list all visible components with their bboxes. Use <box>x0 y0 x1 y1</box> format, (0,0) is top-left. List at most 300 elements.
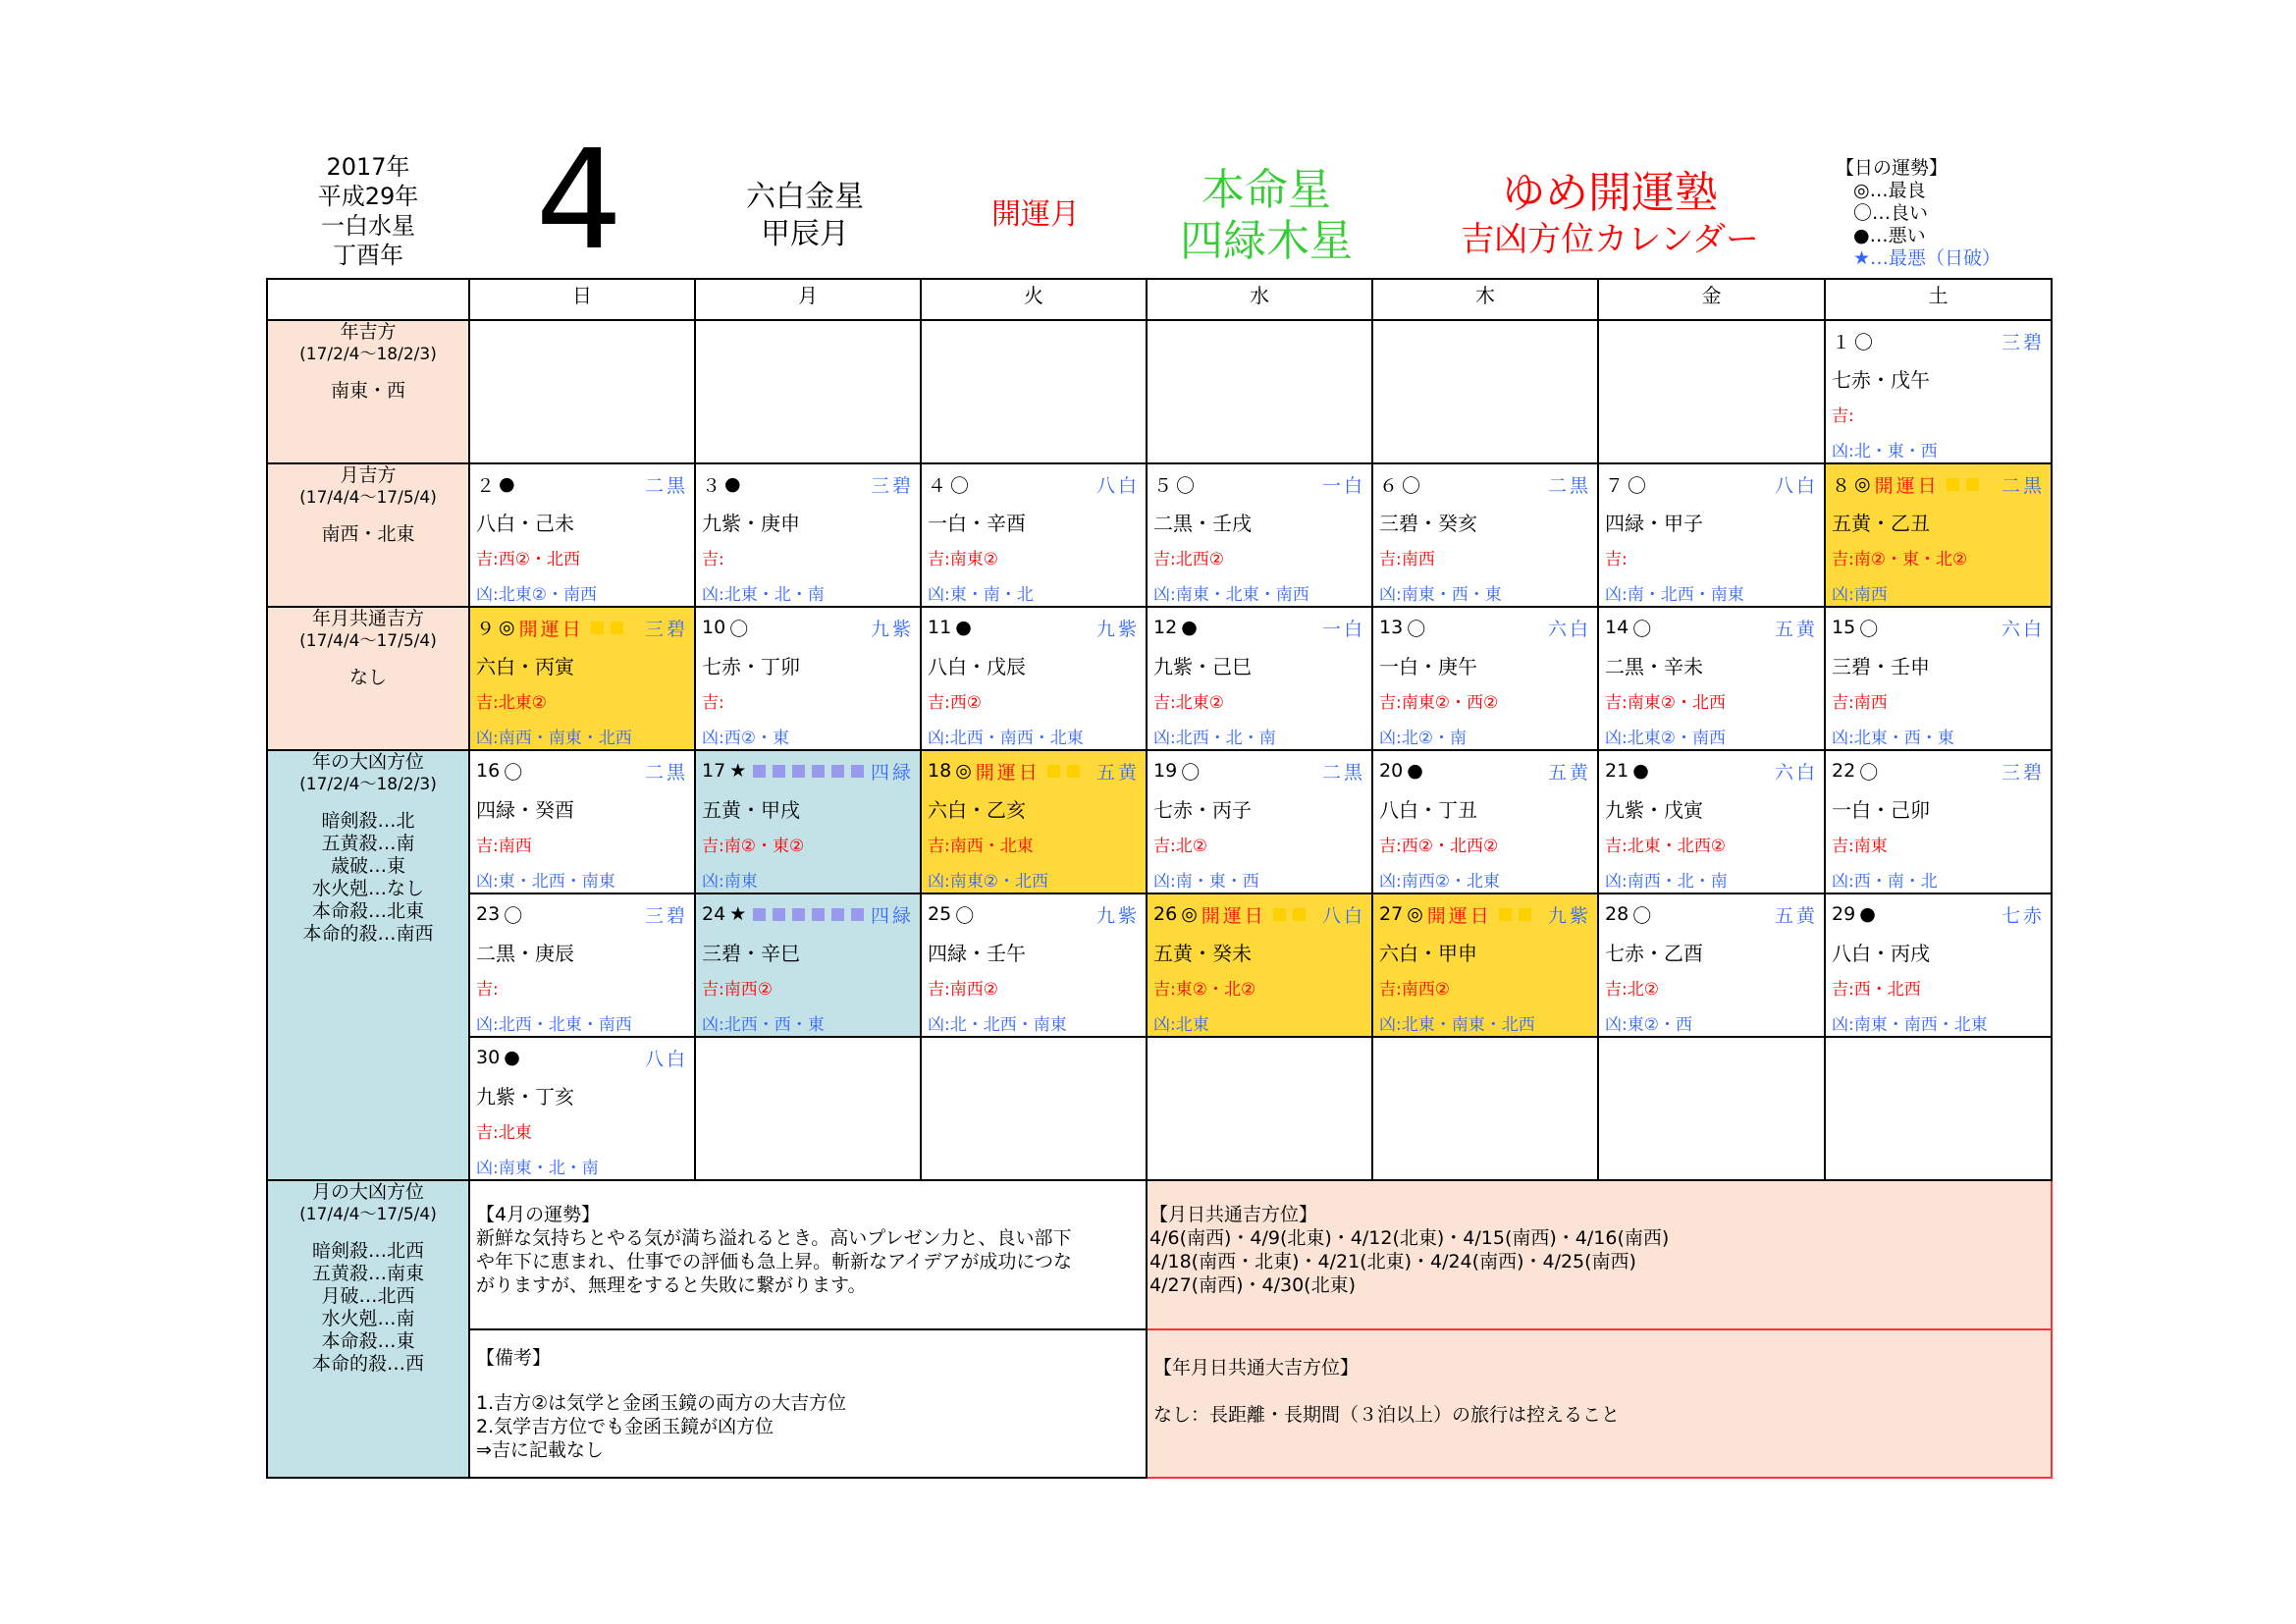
common-good-direction <box>267 607 469 750</box>
day-good-direction: 吉: <box>1605 550 1628 569</box>
year-bad-range: (17/2/4～18/2/3) <box>299 775 437 794</box>
fortune-mark-icon: 〇 <box>1854 331 1874 353</box>
week-row <box>267 893 2052 1037</box>
day-header <box>476 471 688 497</box>
day-number: 30 <box>476 1047 501 1068</box>
notes-row <box>267 1180 2052 1329</box>
day-good-direction: 吉:北② <box>1605 980 1659 1000</box>
day-star: 六白 <box>2001 618 2045 640</box>
month-star-name: 六白金星 <box>746 180 864 214</box>
day-good-direction: 吉:南東 <box>1832 837 1888 856</box>
month-kanshi: 甲辰月 <box>761 217 849 251</box>
month-fortune-title: 【4月の運勢】 <box>476 1204 601 1225</box>
day-number: 15 <box>1832 617 1856 638</box>
day-star: 二黒 <box>1547 474 1591 497</box>
day-cell[interactable] <box>469 607 695 750</box>
day-kanshi: 一白・庚午 <box>1379 655 1477 678</box>
day-number: ６ <box>1379 474 1399 497</box>
common-good-title: 年月共通吉方 <box>311 608 424 629</box>
day-good-direction: 吉:南②・東・北② <box>1832 550 1968 569</box>
day-bad-direction: 凶:南東・北東・南西 <box>1153 585 1309 605</box>
weekday-wed: 水 <box>1147 279 1372 320</box>
day-kanshi: 九紫・己巳 <box>1153 655 1252 678</box>
weekday-sun: 日 <box>469 279 695 320</box>
empty-day <box>921 320 1147 463</box>
day-cell[interactable] <box>1598 750 1825 893</box>
day-bad-direction: 凶:南西・北・南 <box>1605 872 1728 892</box>
week-row <box>267 320 2052 463</box>
day-star: 三碧 <box>644 618 688 640</box>
kaiun-square-icon <box>1947 478 1959 491</box>
legend-item-best: ◎…最良 <box>1853 180 1926 201</box>
remarks-box <box>469 1329 1147 1478</box>
year-bad-item: 本命的殺…南西 <box>302 923 434 945</box>
day-cell[interactable] <box>1147 893 1372 1037</box>
day-bad-direction: 凶:南西・南東・北西 <box>476 729 632 748</box>
day-cell[interactable] <box>1147 463 1372 607</box>
kaiun-day-label: 開運日 <box>518 618 584 640</box>
day-good-direction: 吉:南西 <box>476 837 532 856</box>
day-good-direction: 吉:南②・東② <box>702 837 805 856</box>
day-kanshi: 七赤・戊午 <box>1832 368 1930 392</box>
day-number: １ <box>1832 331 1851 353</box>
fortune-mark-icon: 〇 <box>1632 618 1652 640</box>
day-number: 19 <box>1153 760 1178 782</box>
day-cell[interactable] <box>1825 750 2052 893</box>
day-cell[interactable] <box>1372 463 1598 607</box>
day-cell[interactable] <box>1825 463 2052 607</box>
day-kanshi: 二黒・辛未 <box>1605 655 1703 678</box>
day-number: 27 <box>1379 903 1404 925</box>
empty-day <box>1147 320 1372 463</box>
day-kanshi: 七赤・丁卯 <box>702 655 800 678</box>
corner-cell <box>267 279 469 320</box>
day-kanshi: 五黄・甲戌 <box>702 798 800 822</box>
day-number: 20 <box>1379 760 1404 782</box>
kaiun-square-icon <box>1966 478 1979 491</box>
day-number: ９ <box>476 618 496 640</box>
day-good-direction: 吉:西・北西 <box>1832 980 1921 1000</box>
year-good-range: (17/2/4～18/2/3) <box>299 345 437 364</box>
day-cell[interactable] <box>1825 893 2052 1037</box>
day-header <box>476 1045 688 1070</box>
day-header <box>1379 471 1591 497</box>
day-cell[interactable] <box>469 893 695 1037</box>
month-fortune-box <box>469 1180 1147 1329</box>
day-cell[interactable] <box>1372 607 1598 750</box>
day-star: 一白 <box>1321 474 1365 497</box>
fortune-mark-icon: ● <box>1181 617 1198 638</box>
fortune-mark-icon: ★ <box>729 760 747 782</box>
day-cell[interactable] <box>1825 607 2052 750</box>
day-kanshi: 一白・辛酉 <box>928 512 1026 535</box>
day-good-direction: 吉:南西② <box>928 980 998 1000</box>
fortune-mark-icon: ● <box>1632 760 1649 782</box>
day-bad-direction: 凶:北②・南 <box>1379 729 1467 748</box>
day-good-direction: 吉:東②・北② <box>1153 980 1256 1000</box>
fortune-mark-icon: 〇 <box>729 618 749 640</box>
nippa-square-icon <box>773 908 785 921</box>
fortune-mark-icon: 〇 <box>504 904 523 927</box>
day-header <box>1379 901 1591 927</box>
day-header <box>1832 901 2045 927</box>
day-good-direction: 吉:北西② <box>1153 550 1224 569</box>
day-cell[interactable] <box>469 1037 695 1180</box>
day-good-direction: 吉:南東②・北西 <box>1605 693 1726 713</box>
day-star: 九紫 <box>1547 904 1591 927</box>
day-bad-direction: 凶:北・東・西 <box>1832 442 1938 461</box>
day-cell[interactable] <box>469 463 695 607</box>
day-bad-direction: 凶:北東・北・南 <box>702 585 825 605</box>
day-star: 九紫 <box>1095 618 1140 640</box>
day-cell[interactable] <box>921 463 1147 607</box>
day-star: 一白 <box>1321 618 1365 640</box>
day-header <box>476 758 688 784</box>
day-bad-direction: 凶:南東②・北西 <box>928 872 1048 892</box>
day-bad-direction: 凶:南・東・西 <box>1153 872 1259 892</box>
day-number: 16 <box>476 760 501 782</box>
nippa-square-icon <box>812 908 825 921</box>
day-star: 八白 <box>644 1048 688 1070</box>
fortune-mark-icon: 〇 <box>1407 618 1426 640</box>
legend-title: 【日の運勢】 <box>1836 157 1949 179</box>
month-bad-range: (17/4/4～17/5/4) <box>299 1205 437 1224</box>
day-kanshi: 八白・丙戌 <box>1832 942 1930 965</box>
day-bad-direction: 凶:南西②・北東 <box>1379 872 1500 892</box>
week-row <box>267 750 2052 893</box>
month-bad-direction <box>267 1180 469 1478</box>
day-good-direction: 吉: <box>1832 406 1854 426</box>
day-star: 五黄 <box>1774 904 1818 927</box>
day-header <box>1153 615 1365 640</box>
great-direction-box <box>1147 1329 2052 1478</box>
day-number: 22 <box>1832 760 1856 782</box>
fortune-mark-icon: ● <box>499 473 515 495</box>
day-header <box>1832 328 2045 353</box>
day-kanshi: 五黄・癸未 <box>1153 942 1252 965</box>
nippa-square-icon <box>773 765 785 778</box>
day-bad-direction: 凶:南東・北・南 <box>476 1159 599 1178</box>
calendar-table <box>266 278 2053 1479</box>
month-bad-item: 本命的殺…西 <box>311 1353 424 1375</box>
day-cell[interactable] <box>1147 750 1372 893</box>
year-good-value: 南東・西 <box>330 380 405 402</box>
day-star: 三碧 <box>2001 331 2045 353</box>
nippa-square-icon <box>851 908 864 921</box>
empty-day <box>469 320 695 463</box>
empty-day <box>695 320 921 463</box>
day-header <box>1153 901 1365 927</box>
kaiun-square-icon <box>591 622 604 634</box>
day-kanshi: 九紫・庚申 <box>702 512 800 535</box>
day-kanshi: 七赤・乙酉 <box>1605 942 1703 965</box>
day-number: 29 <box>1832 903 1856 925</box>
day-cell[interactable] <box>1598 463 1825 607</box>
day-header <box>1379 758 1591 784</box>
weekday-thu: 木 <box>1372 279 1598 320</box>
day-cell[interactable] <box>469 750 695 893</box>
empty-day <box>1598 1037 1825 1180</box>
day-header <box>1605 758 1818 784</box>
day-bad-direction: 凶:西②・東 <box>702 729 789 748</box>
day-header <box>702 471 914 497</box>
year-bad-item: 本命殺…北東 <box>311 900 424 922</box>
day-good-direction: 吉:南東②・西② <box>1379 693 1499 713</box>
day-header <box>1832 615 2045 640</box>
school-name: ゆめ開運塾 <box>1502 168 1718 218</box>
day-cell[interactable] <box>695 463 921 607</box>
day-kanshi: 二黒・壬戌 <box>1153 512 1252 535</box>
fortune-mark-icon: ◎ <box>499 617 515 638</box>
day-star: 七赤 <box>2001 904 2045 927</box>
day-bad-direction: 凶:南東・西・東 <box>1379 585 1502 605</box>
day-kanshi: 二黒・庚辰 <box>476 942 574 965</box>
fortune-mark-icon: ◎ <box>1181 903 1198 925</box>
day-good-direction: 吉: <box>702 693 724 713</box>
year-bad-item: 暗剣殺…北 <box>321 810 415 832</box>
day-good-direction: 吉:西②・北西 <box>476 550 580 569</box>
year-bad-item: 歳破…東 <box>330 855 405 877</box>
weekday-mon: 月 <box>695 279 921 320</box>
day-number: 11 <box>928 617 952 638</box>
fortune-mark-icon: ● <box>1407 760 1423 782</box>
day-number: ７ <box>1605 474 1625 497</box>
day-good-direction: 吉:南東② <box>928 550 998 569</box>
day-bad-direction: 凶:北東・南東・北西 <box>1379 1015 1535 1035</box>
month-bad-item: 本命殺…東 <box>321 1330 415 1352</box>
honmei-value: 四緑木星 <box>1180 216 1353 266</box>
day-number: 23 <box>476 903 501 925</box>
day-header <box>1153 758 1365 784</box>
kaiun-square-icon <box>1047 765 1060 778</box>
weekday-tue: 火 <box>921 279 1147 320</box>
year-good-direction <box>267 320 469 463</box>
day-star: 六白 <box>1547 618 1591 640</box>
day-star: 四緑 <box>870 761 914 784</box>
day-kanshi: 九紫・丁亥 <box>476 1085 574 1109</box>
honmei-star <box>1139 165 1394 267</box>
day-number: 21 <box>1605 760 1629 782</box>
day-header <box>1605 615 1818 640</box>
common-day-box <box>1147 1180 2052 1329</box>
day-cell[interactable] <box>1372 893 1598 1037</box>
day-good-direction: 吉:南西② <box>702 980 773 1000</box>
year-info <box>294 152 442 270</box>
day-bad-direction: 凶:北東・西・東 <box>1832 729 1954 748</box>
day-number: 28 <box>1605 903 1629 925</box>
day-number: ３ <box>702 474 721 497</box>
month-bad-item: 水火剋…南 <box>321 1308 415 1329</box>
day-number: 24 <box>702 903 726 925</box>
remarks-title: 【備考】 <box>476 1347 552 1369</box>
day-star: 五黄 <box>1095 761 1140 784</box>
day-good-direction: 吉:南西 <box>1832 693 1888 713</box>
day-good-direction: 吉:南西・北東 <box>928 837 1034 856</box>
day-bad-direction: 凶:北・北西・南東 <box>928 1015 1067 1035</box>
weekday-header-row <box>267 279 2052 320</box>
remarks-line: ⇒吉に記載なし <box>476 1439 604 1461</box>
day-number: 26 <box>1153 903 1178 925</box>
day-bad-direction: 凶:北東②・南西 <box>476 585 597 605</box>
day-number: 13 <box>1379 617 1404 638</box>
day-number: ５ <box>1153 474 1173 497</box>
day-kanshi: 四緑・癸酉 <box>476 798 574 822</box>
fortune-mark-icon: ◎ <box>1407 903 1423 925</box>
remarks-line: 1.吉方②は気学と金函玉鏡の両方の大吉方位 <box>476 1392 847 1414</box>
fortune-mark-icon: 〇 <box>1859 761 1879 784</box>
common-day-title: 【月日共通吉方位】 <box>1149 1204 1318 1225</box>
year-star: 一白水星 <box>321 212 415 240</box>
day-good-direction: 吉:北東② <box>476 693 547 713</box>
month-bad-item: 月破…北西 <box>321 1285 415 1307</box>
day-good-direction: 吉:西② <box>928 693 982 713</box>
honmei-label: 本命星 <box>1201 165 1331 215</box>
fortune-mark-icon: 〇 <box>1181 761 1201 784</box>
month-star <box>717 179 893 253</box>
day-bad-direction: 凶:北東②・南西 <box>1605 729 1726 748</box>
nippa-square-icon <box>753 908 766 921</box>
legend <box>1836 157 2032 270</box>
kaiun-day-label: 開運日 <box>975 761 1041 784</box>
day-star: 二黒 <box>644 474 688 497</box>
year-bad-item: 五黄殺…南 <box>321 833 415 854</box>
day-cell[interactable] <box>695 750 921 893</box>
year-kanshi: 丁酉年 <box>333 242 403 269</box>
month-fortune-line: や年下に恵まれ、仕事での評価も急上昇。斬新なアイデアが成功につな <box>476 1251 1073 1272</box>
day-cell[interactable] <box>1825 320 2052 463</box>
day-cell[interactable] <box>695 893 921 1037</box>
kaiun-month-label: 開運月 <box>991 197 1080 232</box>
fortune-mark-icon: 〇 <box>1859 618 1879 640</box>
common-good-value: なし <box>348 667 387 688</box>
day-cell[interactable] <box>1598 893 1825 1037</box>
fortune-mark-icon: ◎ <box>955 760 972 782</box>
day-kanshi: 八白・己未 <box>476 512 574 535</box>
school-title <box>1414 167 1806 259</box>
day-star: 五黄 <box>1547 761 1591 784</box>
day-star: 三碧 <box>2001 761 2045 784</box>
fortune-mark-icon: 〇 <box>1176 474 1196 497</box>
kaiun-day-label: 開運日 <box>1874 474 1940 497</box>
nippa-square-icon <box>792 765 805 778</box>
day-cell[interactable] <box>921 893 1147 1037</box>
notes-row <box>267 1329 2052 1478</box>
fortune-mark-icon: ● <box>1859 903 1876 925</box>
fortune-mark-icon: 〇 <box>955 904 975 927</box>
year-good-title: 年吉方 <box>340 321 397 343</box>
weekday-sat: 土 <box>1825 279 2052 320</box>
nippa-square-icon <box>831 765 844 778</box>
day-bad-direction: 凶:東②・西 <box>1605 1015 1692 1035</box>
day-star: 八白 <box>1095 474 1140 497</box>
day-cell[interactable] <box>695 607 921 750</box>
nippa-square-icon <box>753 765 766 778</box>
day-cell[interactable] <box>1147 607 1372 750</box>
day-header <box>1832 758 2045 784</box>
day-header <box>928 471 1140 497</box>
empty-day <box>1372 320 1598 463</box>
day-kanshi: 八白・丁丑 <box>1379 798 1477 822</box>
day-cell[interactable] <box>1372 750 1598 893</box>
day-header <box>1832 471 2045 497</box>
day-good-direction: 吉:北東 <box>476 1123 532 1143</box>
day-number: 25 <box>928 903 952 925</box>
common-day-line: 4/27(南西)・4/30(北東) <box>1149 1274 1356 1296</box>
day-good-direction: 吉:西②・北西② <box>1379 837 1499 856</box>
day-header <box>1605 471 1818 497</box>
day-star: 九紫 <box>1095 904 1140 927</box>
day-star: 八白 <box>1774 474 1818 497</box>
nippa-square-icon <box>792 908 805 921</box>
empty-day <box>1372 1037 1598 1180</box>
day-star: 三碧 <box>644 904 688 927</box>
month-good-value: 南西・北東 <box>321 523 415 545</box>
day-number: 12 <box>1153 617 1178 638</box>
day-star: 六白 <box>1774 761 1818 784</box>
common-good-range: (17/4/4～17/5/4) <box>299 631 437 651</box>
day-kanshi: 六白・乙亥 <box>928 798 1026 822</box>
day-bad-direction: 凶:南東 <box>702 872 758 892</box>
day-bad-direction: 凶:南西 <box>1832 585 1888 605</box>
month-good-direction <box>267 463 469 607</box>
legend-item-bad: ●…悪い <box>1853 225 1926 246</box>
day-cell[interactable] <box>921 750 1147 893</box>
day-bad-direction: 凶:北西・北・南 <box>1153 729 1276 748</box>
month-good-range: (17/4/4～17/5/4) <box>299 488 437 508</box>
day-header <box>928 615 1140 640</box>
day-star: 九紫 <box>870 618 914 640</box>
fortune-mark-icon: ◎ <box>1854 473 1871 495</box>
fortune-mark-icon: 〇 <box>1402 474 1421 497</box>
legend-item-good: 〇…良い <box>1853 202 1929 224</box>
day-number: ８ <box>1832 474 1851 497</box>
day-star: 五黄 <box>1774 618 1818 640</box>
day-kanshi: 九紫・戊寅 <box>1605 798 1703 822</box>
empty-day <box>1598 320 1825 463</box>
day-bad-direction: 凶:南東・南西・北東 <box>1832 1015 1988 1035</box>
day-star: 三碧 <box>870 474 914 497</box>
day-cell[interactable] <box>921 607 1147 750</box>
month-bad-item: 暗剣殺…北西 <box>311 1240 424 1262</box>
day-cell[interactable] <box>1598 607 1825 750</box>
day-kanshi: 六白・甲申 <box>1379 942 1477 965</box>
day-good-direction: 吉:北② <box>1153 837 1207 856</box>
year-heisei: 平成29年 <box>317 183 419 210</box>
common-day-line: 4/6(南西)・4/9(北東)・4/12(北東)・4/15(南西)・4/16(南西) <box>1149 1227 1670 1249</box>
day-kanshi: 三碧・壬申 <box>1832 655 1930 678</box>
day-number: 17 <box>702 760 726 782</box>
day-bad-direction: 凶:東・北西・南東 <box>476 872 615 892</box>
day-star: 四緑 <box>870 904 914 927</box>
empty-day <box>921 1037 1147 1180</box>
day-header <box>1379 615 1591 640</box>
day-good-direction: 吉: <box>476 980 499 1000</box>
day-kanshi: 三碧・癸亥 <box>1379 512 1477 535</box>
fortune-mark-icon: ● <box>724 473 741 495</box>
day-bad-direction: 凶:西・南・北 <box>1832 872 1938 892</box>
nippa-square-icon <box>831 908 844 921</box>
day-bad-direction: 凶:北西・北東・南西 <box>476 1015 632 1035</box>
week-row <box>267 1037 2052 1180</box>
kaiun-square-icon <box>1067 765 1080 778</box>
day-header <box>702 901 914 927</box>
day-star: 八白 <box>1321 904 1365 927</box>
day-good-direction: 吉:北東・北西② <box>1605 837 1726 856</box>
day-number: ２ <box>476 474 496 497</box>
week-row <box>267 463 2052 607</box>
year-bad-direction <box>267 750 469 1180</box>
day-bad-direction: 凶:北西・西・東 <box>702 1015 825 1035</box>
